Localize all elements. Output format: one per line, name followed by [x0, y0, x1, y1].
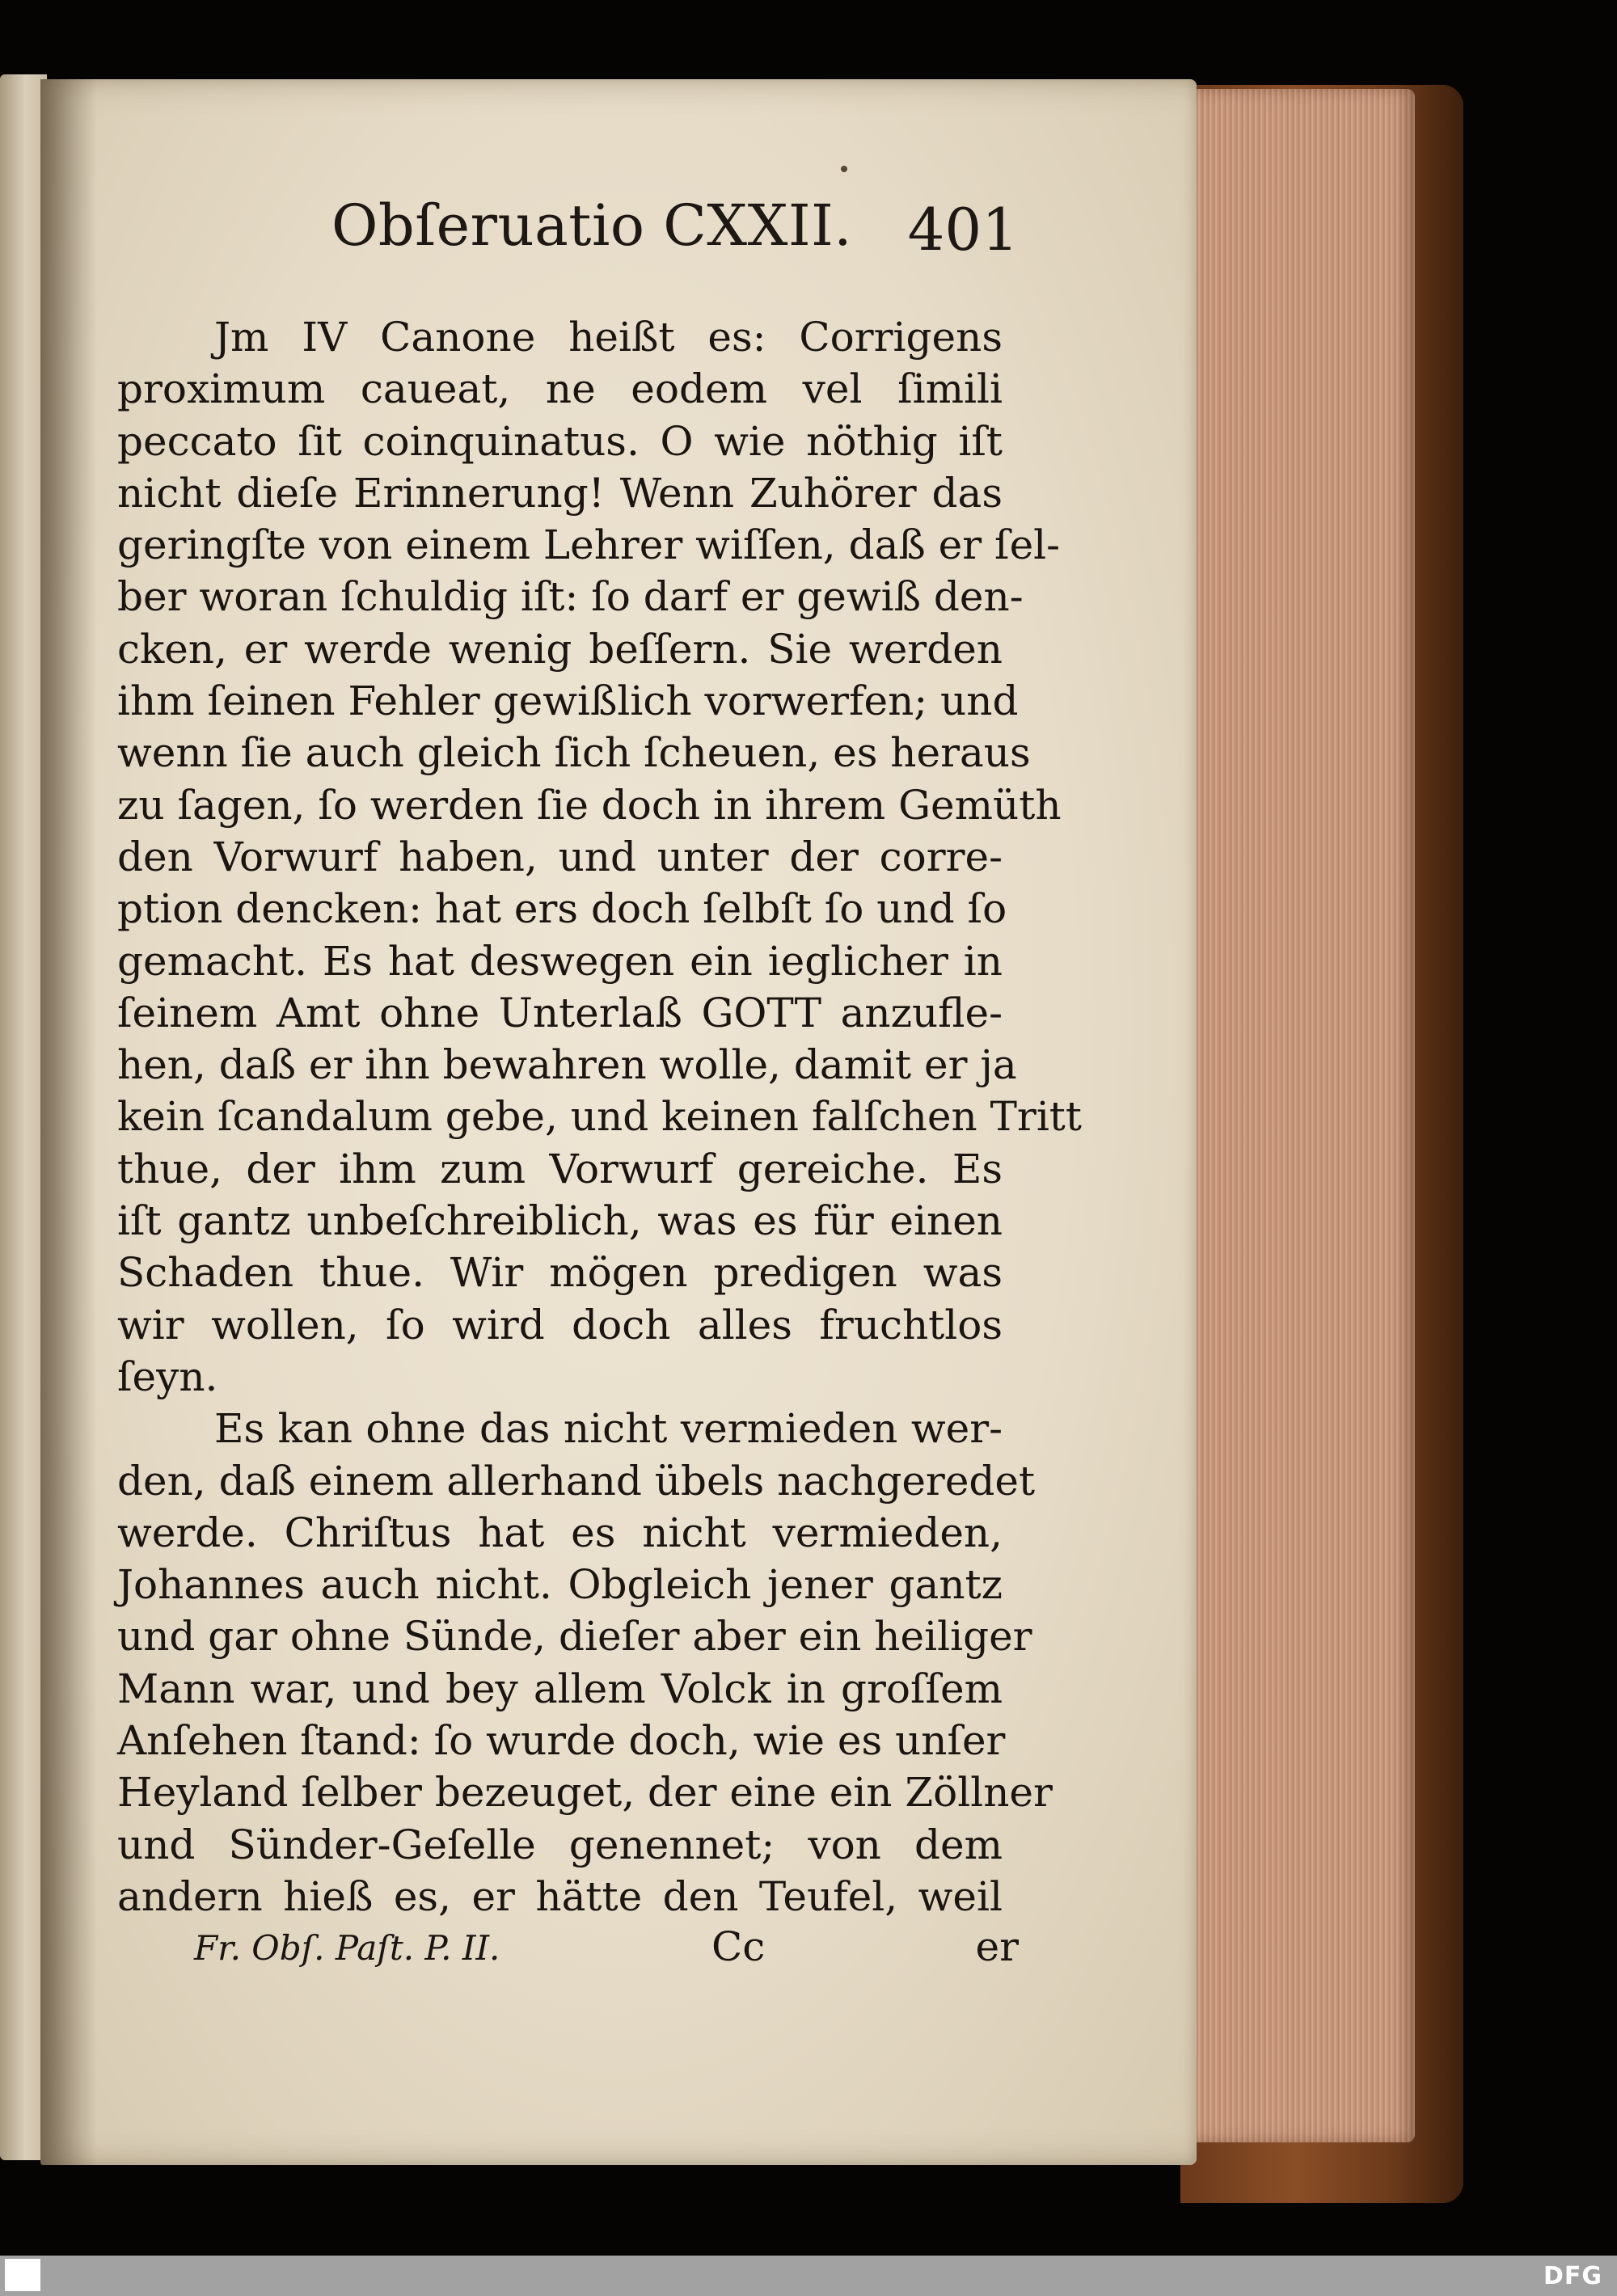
- text-line: und Sünder-Geſelle genennet; von dem: [117, 1821, 1003, 1868]
- text-line: kein ſcandalum gebe, und keinen falſchen Tritt: [117, 1093, 1082, 1141]
- text-line: peccato ſit coinquinatus. O wie nöthig iſt: [117, 417, 1003, 465]
- text-line: wir wollen, ſo wird doch alles fruchtlos: [117, 1301, 1003, 1348]
- page-number: 401: [907, 196, 1019, 264]
- text-line: den Vorwurf haben, und unter der corre-: [117, 833, 1003, 880]
- signature-mark: Cc: [711, 1923, 766, 1970]
- text-line: nicht dieſe Erinnerung! Wenn Zuhörer das: [117, 469, 1003, 517]
- page-block-edges: [1172, 89, 1415, 2142]
- text-line: werde. Chriſtus hat es nicht vermieden,: [117, 1509, 1003, 1556]
- text-line: Jm IV Canone heißt es: Corrigens: [214, 314, 1003, 361]
- dfg-logo: DFG: [1543, 2262, 1602, 2290]
- text-line: und gar ohne Sünde, dieſer aber ein heiliger: [117, 1613, 1032, 1661]
- text-line: geringſte von einem Lehrer wiſſen, daß er ſel-: [117, 521, 1061, 569]
- text-line: ption dencken: hat ers doch ſelbſt ſo und ſo: [117, 885, 1007, 933]
- ink-dot: [841, 166, 847, 172]
- text-line: proximum caueat, ne eodem vel ſimili: [117, 365, 1003, 413]
- text-line: iſt gantz unbeſchreiblich, was es für einen: [117, 1197, 1003, 1245]
- text-line: cken, er werde wenig beſſern. Sie werden: [117, 625, 1003, 673]
- text-line: wenn ſie auch gleich ſich ſcheuen, es heraus: [117, 729, 1031, 777]
- text-line: ſeinem Amt ohne Unterlaß GOTT anzufle-: [117, 989, 1003, 1036]
- text-line: Anſehen ſtand: ſo wurde doch, wie es unſer: [117, 1717, 1006, 1765]
- page-title: Obſeruatio CXXII.: [331, 192, 853, 259]
- text-line: andern hieß es, er hätte den Teufel, weil: [117, 1872, 1003, 1920]
- page-footer: [194, 1923, 1019, 1977]
- text-line: hen, daß er ihn bewahren wolle, damit er ja: [117, 1041, 1017, 1089]
- signature-reference: Fr. Obſ. Paſt. P. II.: [194, 1928, 500, 1968]
- text-line: ihm ſeinen Fehler gewißlich vorwerfen; und: [117, 677, 1019, 725]
- running-head: [331, 192, 1019, 281]
- text-line: Johannes auch nicht. Obgleich jener gantz: [117, 1561, 1003, 1609]
- text-line: den, daß einem allerhand übels nachgeredet: [117, 1457, 1036, 1505]
- gutter-shadow: [40, 79, 97, 2165]
- text-line: Schaden thue. Wir mögen predigen was: [117, 1249, 1003, 1297]
- viewer-footer-bar: [0, 2256, 1617, 2296]
- text-line: thue, der ihm zum Vorwurf gereiche. Es: [117, 1145, 1003, 1192]
- text-line: ſeyn.: [117, 1353, 218, 1400]
- text-line: Mann war, und bey allem Volck in groſſem: [117, 1665, 1003, 1712]
- library-logo: [5, 2259, 40, 2291]
- catchword: er: [975, 1923, 1019, 1970]
- body-text: [117, 311, 1082, 1922]
- text-line: Es kan ohne das nicht vermieden wer-: [214, 1405, 1003, 1453]
- text-line: gemacht. Es hat deswegen ein ieglicher in: [117, 937, 1003, 985]
- text-line: zu ſagen, ſo werden ſie doch in ihrem Gemüth: [117, 781, 1062, 829]
- text-line: Heyland ſelber bezeuget, der eine ein Zöllner: [117, 1769, 1053, 1817]
- text-line: ber woran ſchuldig iſt: ſo darf er gewiß den-: [117, 573, 1024, 621]
